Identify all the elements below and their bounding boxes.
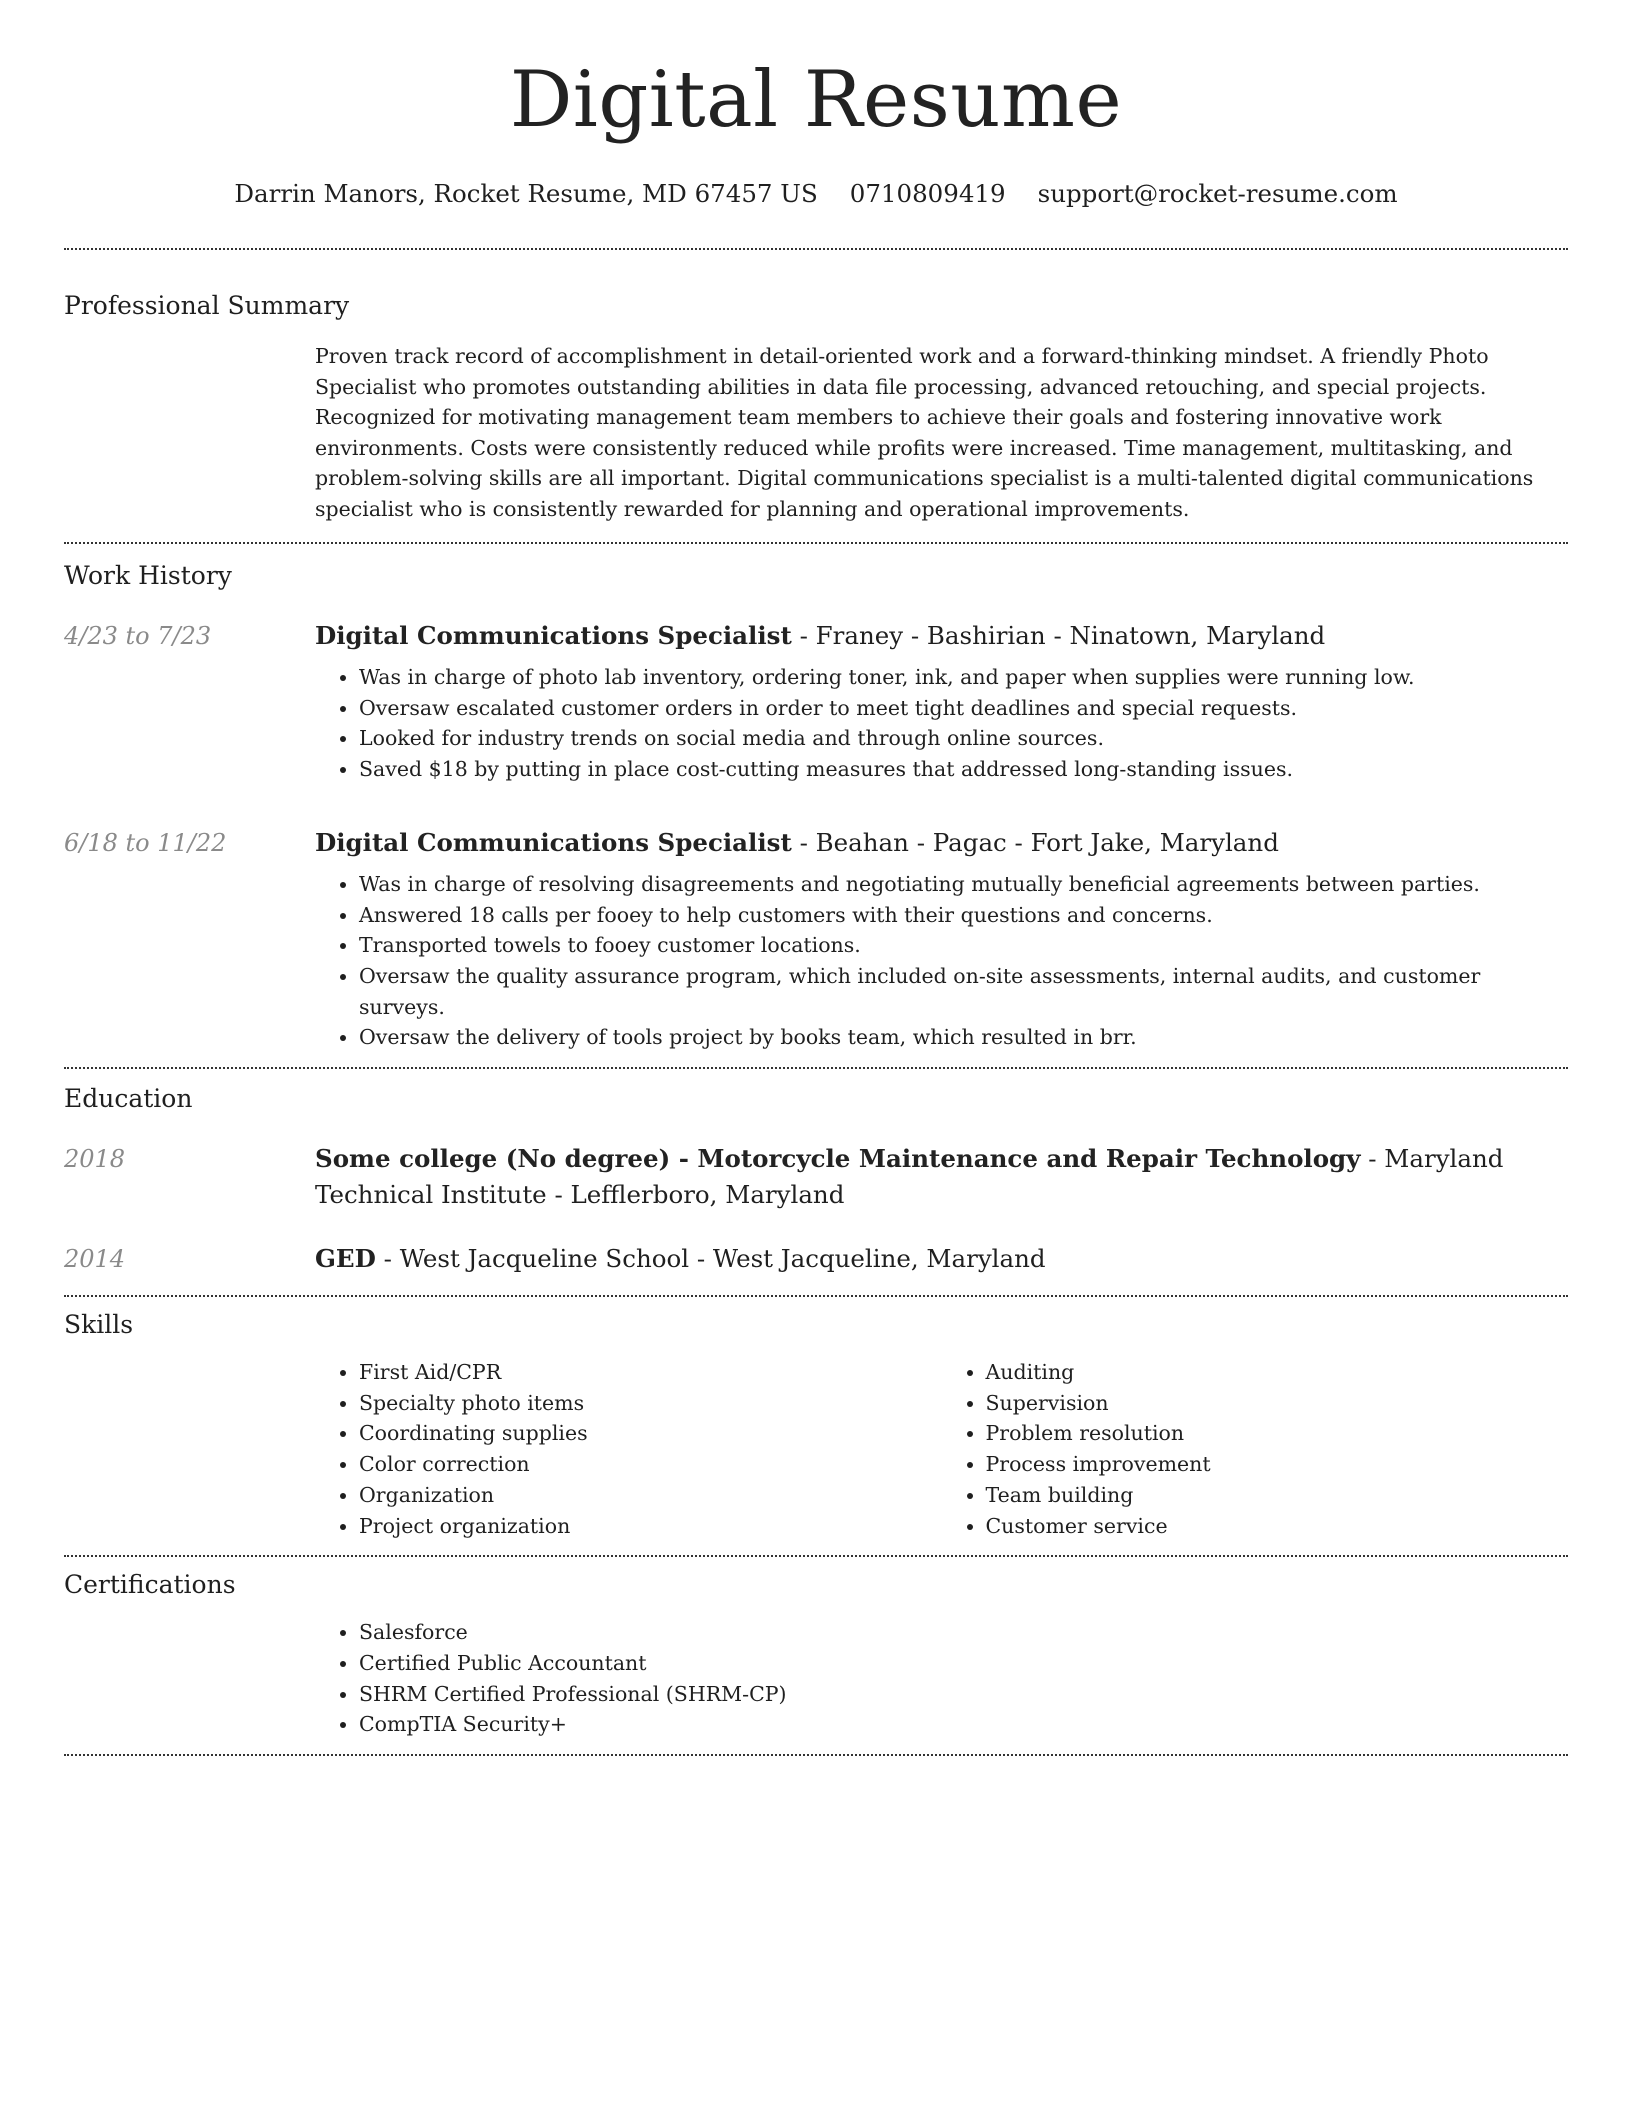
job-position: Digital Communications Specialist [315,827,792,857]
education-entry [64,1241,1568,1277]
list-item: • Project organization [359,1511,942,1542]
skills-list-left [315,1357,942,1541]
section-title-summary: Professional Summary [64,291,350,320]
list-item: • Was in charge of photo lab inventory, ordering toner, ink, and paper when supplies were running low. [359,662,1568,693]
list-item: • Specialty photo items [359,1388,942,1419]
job-dates: 6/18 to 11/22 [64,828,227,857]
list-item: • Coordinating supplies [359,1418,942,1449]
resume-name: Digital Resume [509,55,1123,145]
certifications-section [64,1557,1568,1754]
skills-list-right [942,1357,1569,1541]
list-item: • Was in charge of resolving disagreements and negotiating mutually beneficial agreements between parties. [359,869,1568,900]
contact-phone: 0710809419 [849,179,1006,208]
contact-email: support@rocket-resume.com [1037,179,1398,208]
contact-line [64,178,1568,210]
summary-text: Proven track record of accomplishment in detail-oriented work and a forward-thinking mindset. A friendly Photo Specialist who promotes outstanding abilities in data file processing, advanced retouching, and special projects. Recognized for motivating management team members to achieve their goals and fostering innovative work environments. Costs were consistently reduced while profits were increased. Time management, multitasking, and problem-solving skills are all important. Digital communications specialist is a multi-talented digital communications specialist who is consistently rewarded for planning and operational improvements. [315,344,1534,521]
education-section [64,1069,1568,1295]
list-item: • Team building [986,1480,1569,1511]
list-item: • Transported towels to fooey customer locations. [359,930,1568,961]
job-dates: 4/23 to 7/23 [64,622,212,650]
job-bullets [315,869,1568,1053]
list-item: • Color correction [359,1449,942,1480]
list-item: • Oversaw the delivery of tools project by books team, which resulted in brr. [359,1022,1568,1053]
list-item: • Oversaw the quality assurance program, which included on-site assessments, internal audits, and customer surveys. [359,961,1568,1022]
job-position: Digital Communications Specialist [315,621,792,650]
section-title-certifications: Certifications [64,1570,236,1600]
education-title [315,1141,1568,1213]
section-title-education: Education [64,1084,193,1114]
list-item: • Problem resolution [986,1418,1569,1449]
education-degree: Some college (No degree) - Motorcycle Maintenance and Repair Technology [315,1144,1361,1174]
job-details: - Franey - Bashirian - Ninatown, Maryland [791,621,1326,650]
list-item: • Looked for industry trends on social media and through online sources. [359,723,1568,754]
section-title-skills: Skills [64,1310,134,1340]
job-entry [64,618,1568,785]
list-item: • Oversaw escalated customer orders in order to meet tight deadlines and special requests. [359,693,1568,724]
education-year: 2018 [64,1145,126,1174]
divider [64,1754,1568,1756]
skills-section [64,1297,1568,1555]
summary-section [64,250,1568,542]
list-item: • Process improvement [986,1449,1569,1480]
job-details: - Beahan - Pagac - Fort Jake, Maryland [791,827,1279,857]
list-item: • Certified Public Accountant [359,1648,1568,1679]
list-item: • CompTIA Security+ [359,1709,1568,1740]
list-item: • Answered 18 calls per fooey to help customers with their questions and concerns. [359,900,1568,931]
list-item: • First Aid/CPR [359,1357,942,1388]
list-item: • Auditing [986,1357,1569,1388]
job-bullets [315,662,1568,785]
list-item: • Salesforce [359,1617,1568,1648]
education-entry [64,1141,1568,1213]
job-title [315,618,1568,654]
skills-grid [315,1357,1568,1541]
list-item: • Supervision [986,1388,1569,1419]
resume-header [64,0,1568,210]
education-details: - West Jacqueline School - West Jacqueline, Maryland [375,1244,1046,1274]
education-title [315,1241,1568,1277]
job-entry [64,825,1568,1053]
list-item: • Customer service [986,1511,1569,1542]
education-degree: GED [315,1244,376,1274]
education-year: 2014 [64,1245,126,1274]
job-title [315,825,1568,861]
education-details: - Maryland Technical Institute - Lefflerboro, Maryland [315,1144,1504,1210]
list-item: • Organization [359,1480,942,1511]
list-item: • Saved $18 by putting in place cost-cutting measures that addressed long-standing issues. [359,754,1568,785]
work-history-section [64,544,1568,1067]
list-item: • SHRM Certified Professional (SHRM-CP) [359,1679,1568,1710]
contact-address: Darrin Manors, Rocket Resume, MD 67457 US [234,179,818,208]
section-title-work-history: Work History [64,561,232,590]
certifications-list [315,1617,1568,1740]
